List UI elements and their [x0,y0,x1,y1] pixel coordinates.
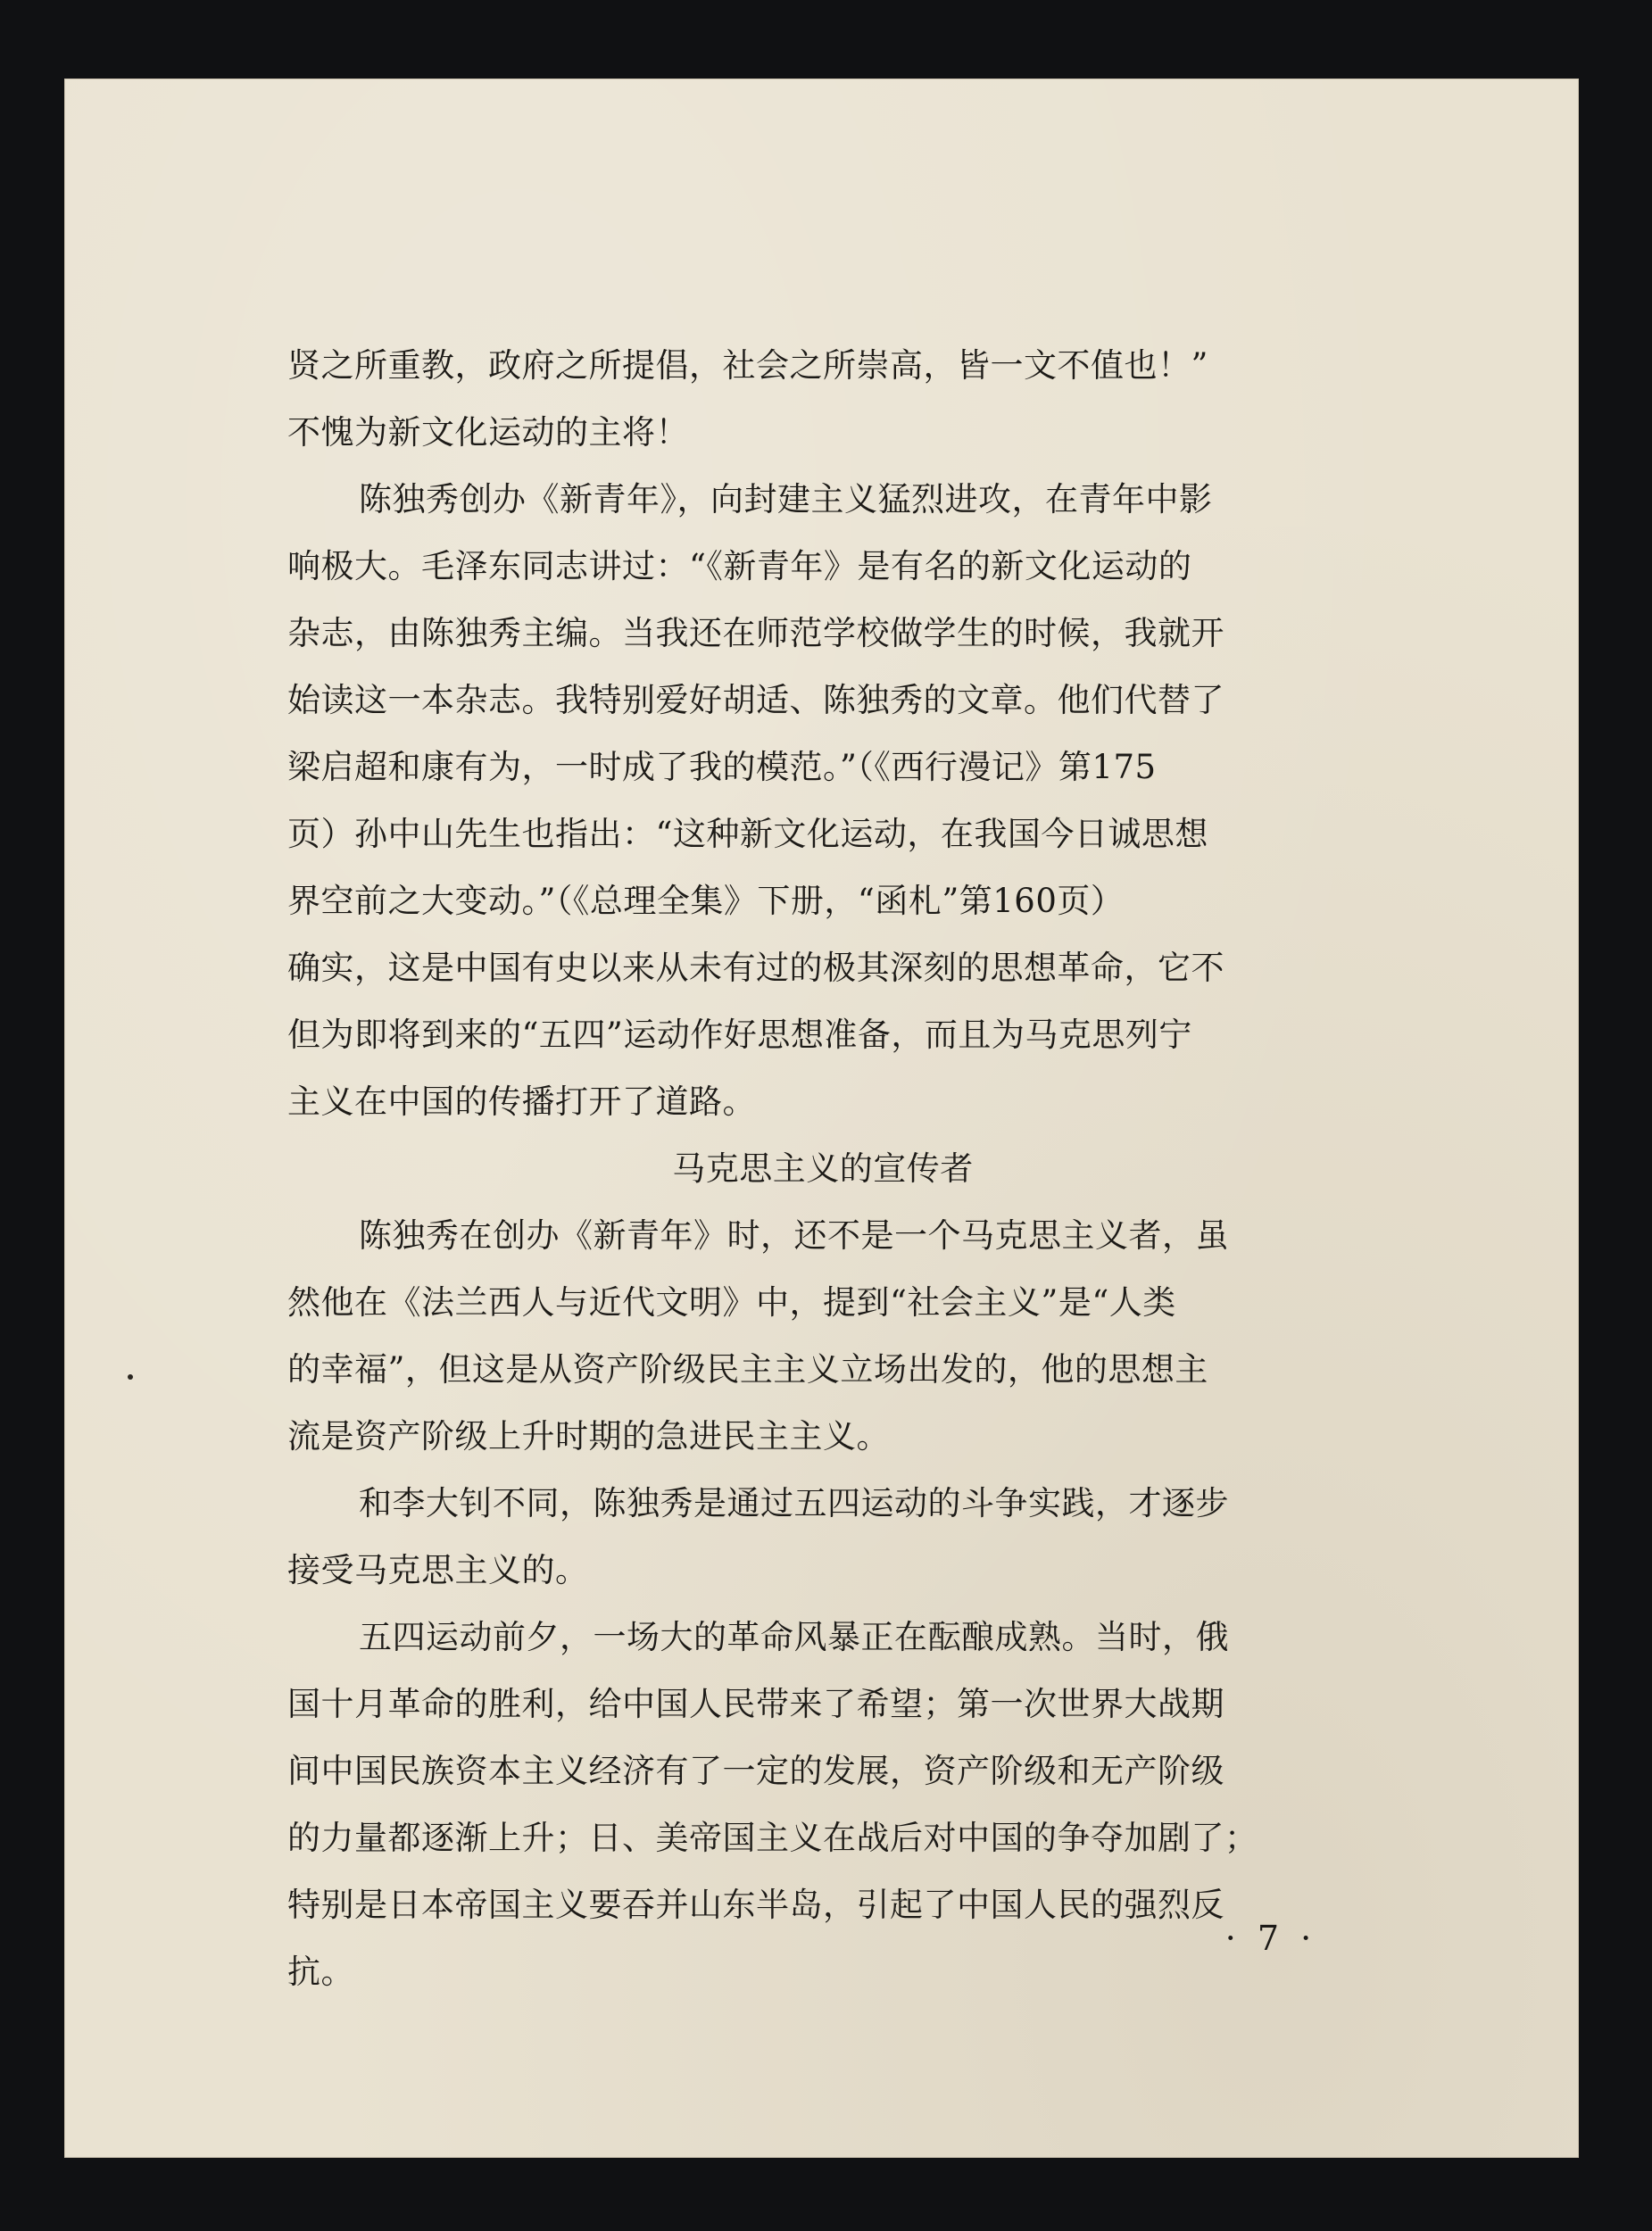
text-line: 间中国民族资本主义经济有了一定的发展，资产阶级和无产阶级 [287,1752,1224,1790]
paragraph-start-line: 陈独秀创办《新青年》，向封建主义猛烈进攻，在青年中影 [359,480,1213,518]
paragraph-start-line: 五四运动前夕，一场大的革命风暴正在酝酿成熟。当时，俄 [359,1618,1229,1656]
text-line: 的幸福”，但这是从资产阶级民主主义立场出发的，他的思想主 [287,1350,1208,1389]
text-line: 页）孙中山先生也指出：“这种新文化运动，在我国今日诚思想 [287,815,1208,853]
text-line: 的力量都逐渐上升；日、美帝国主义在战后对中国的争夺加剧了； [287,1819,1258,1857]
text-line: 主义在中国的传播打开了道路。 [287,1082,756,1121]
text-line: 国十月革命的胜利，给中国人民带来了希望；第一次世界大战期 [287,1685,1224,1723]
text-line: 然他在《法兰西人与近代文明》中，提到“社会主义”是“人类 [287,1283,1176,1322]
text-line: 梁启超和康有为，一时成了我的模范。”（《西行漫记》第175 [287,748,1157,786]
ink-speck [128,1374,133,1380]
text-line: 流是资产阶级上升时期的急进民主主义。 [287,1417,890,1456]
text-line: 贤之所重教，政府之所提倡，社会之所崇高，皆一文不值也！” [287,346,1208,385]
paragraph-start-line: 陈独秀在创办《新青年》时，还不是一个马克思主义者，虽 [359,1216,1229,1255]
page-number: · 7 · [1224,1919,1317,1958]
text-line: 始读这一本杂志。我特别爱好胡适、陈独秀的文章。他们代替了 [287,681,1224,719]
paragraph-start-line: 和李大钊不同，陈独秀是通过五四运动的斗争实践，才逐步 [359,1484,1229,1522]
text-line: 不愧为新文化运动的主将！ [287,413,689,452]
text-line: 确实，这是中国有史以来从未有过的极其深刻的思想革命，它不 [287,949,1224,987]
body-text [287,332,1358,2005]
text-line: 但为即将到来的“五四”运动作好思想准备，而且为马克思列宁 [287,1016,1192,1054]
text-line: 响极大。毛泽东同志讲过：“《新青年》是有名的新文化运动的 [287,547,1192,585]
section-heading: 马克思主义的宣传者 [672,1149,974,1188]
text-line: 特别是日本帝国主义要吞并山东半岛，引起了中国人民的强烈反 [287,1886,1224,1924]
text-line: 杂志，由陈独秀主编。当我还在师范学校做学生的时候，我就开 [287,614,1224,652]
text-line: 抗。 [287,1953,354,1991]
text-line: 接受马克思主义的。 [287,1551,589,1589]
text-line: 界空前之大变动。”（《总理全集》下册，“函札”第160页） [287,882,1125,920]
